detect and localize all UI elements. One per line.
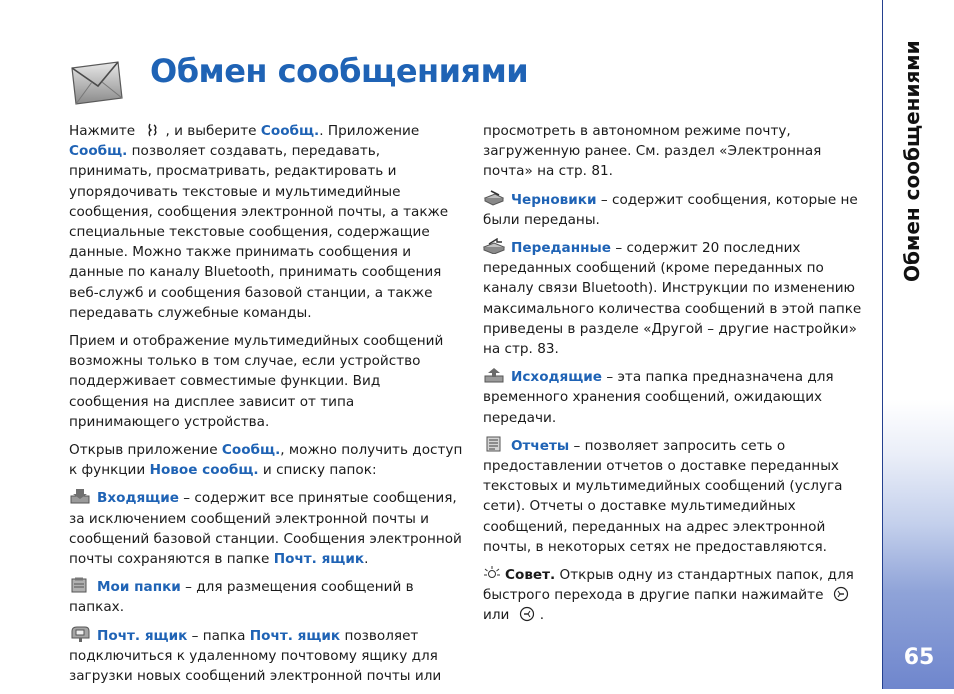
folder-item-reports	[483, 436, 875, 557]
text: – содержит все принятые сообщения, за исключением сообщений электронной почты и сообщений базовой станции. Сообщения электронной почты сохраняются в папке	[69, 490, 462, 568]
sent-icon	[483, 238, 505, 254]
page-title: Обмен сообщениями	[150, 52, 529, 90]
envelope-icon	[68, 58, 124, 106]
folder-name: Отчеты	[511, 437, 570, 454]
folder-item-mailbox	[69, 626, 464, 687]
menu-ref-messages: Сообщ.	[260, 123, 320, 139]
menu-key-icon	[144, 122, 162, 138]
text: . Приложение	[319, 123, 420, 139]
menu-ref-messages: Сообщ.	[221, 442, 281, 459]
folder-icon	[69, 577, 91, 593]
mailbox-continuation: просмотреть в автономном режиме почту, загруженную ранее. См. раздел «Электронная почта» на стр. 81.	[483, 123, 822, 180]
menu-ref-new-message: Новое сообщ.	[149, 462, 259, 479]
text: Нажмите	[69, 123, 136, 139]
text: .	[539, 607, 545, 624]
intro-paragraph	[69, 121, 464, 323]
folder-item-drafts	[483, 190, 875, 230]
text: – папка	[187, 627, 246, 644]
drafts-icon	[483, 190, 505, 206]
text: – для размещения сообщений в папках.	[69, 579, 414, 616]
folder-item-outbox	[483, 367, 875, 428]
text: .	[364, 551, 369, 568]
tip-label: Совет.	[505, 567, 556, 584]
left-column	[69, 121, 464, 694]
tip-block	[483, 565, 875, 626]
folder-name: Черновики	[511, 191, 597, 208]
scroll-left-key-icon	[832, 586, 850, 602]
folder-item-inbox	[69, 488, 464, 569]
side-tab-title: Обмен сообщениями	[900, 40, 924, 282]
folder-name: Почт. ящик	[97, 627, 188, 644]
text: позволяет создавать, передавать, принимать, просматривать, редактировать и упорядочивать текстовые и мультимедийные сообщения, сообщения электронной почты, а также специальные текстовые сообщения, содержащие данные. Можно также принимать сообщения и данные по каналу Bluetooth, принимать сообщения веб-служб и сообщения базовой станции, а также передавать служебные команды.	[69, 143, 449, 321]
text: и списку папок:	[262, 462, 377, 479]
folder-item-my-folders	[69, 577, 464, 617]
text: или	[483, 607, 510, 624]
tip-text: Открыв одну из стандартных папок, для быстрого перехода в другие папки нажимайте	[483, 567, 854, 604]
text: – содержит сообщения, которые не были переданы.	[483, 191, 858, 228]
text: Открыв приложение	[69, 442, 218, 459]
menu-ref-messages: Сообщ.	[69, 143, 128, 160]
folder-item-sent	[483, 238, 875, 359]
text: , и выберите	[165, 123, 257, 139]
menu-ref-mailbox: Почт. ящик	[273, 551, 365, 568]
text: – позволяет запросить сеть о предоставлении отчетов о доставке переданных текстовых и мультимедийных сообщений (услуга сети). Отчеты о доставке мультимедийных сообщений, переданных на адрес электронной почты, в некоторых сетях не предоставляются.	[483, 437, 843, 555]
text: – содержит 20 последних переданных сообщений (кроме переданных по каналу связи Bluetooth). Инструкции по изменению максимального количества сообщений в этой папке приведены в разделе «Другой – другие настройки» на стр. 83.	[483, 240, 862, 358]
folder-name: Входящие	[97, 490, 179, 507]
text: позволяет подключиться к удаленному почтовому ящику для загрузки новых сообщений электронной почты или	[69, 627, 442, 685]
inbox-icon	[69, 488, 91, 504]
folder-name: Переданные	[511, 240, 611, 257]
mms-paragraph: Прием и отображение мультимедийных сообщений возможны только в том случае, если устройство поддерживает совместимые функции. Вид сообщения на дисплее зависит от типа принимающего устройства.	[69, 333, 444, 430]
text: , можно получить доступ к функции	[69, 442, 463, 479]
folder-name: Исходящие	[511, 369, 603, 386]
outbox-icon	[483, 367, 505, 383]
mailbox-icon	[69, 626, 91, 642]
menu-ref-mailbox: Почт. ящик	[249, 627, 341, 644]
page-number: 65	[903, 644, 935, 670]
tip-lightbulb-icon	[483, 565, 501, 581]
scroll-right-key-icon	[518, 606, 536, 622]
text: – эта папка предназначена для временного хранения сообщений, ожидающих передачи.	[483, 369, 834, 426]
folder-name: Мои папки	[97, 579, 181, 596]
folders-intro-paragraph	[69, 440, 464, 480]
reports-icon	[483, 436, 505, 452]
right-column	[483, 121, 875, 634]
